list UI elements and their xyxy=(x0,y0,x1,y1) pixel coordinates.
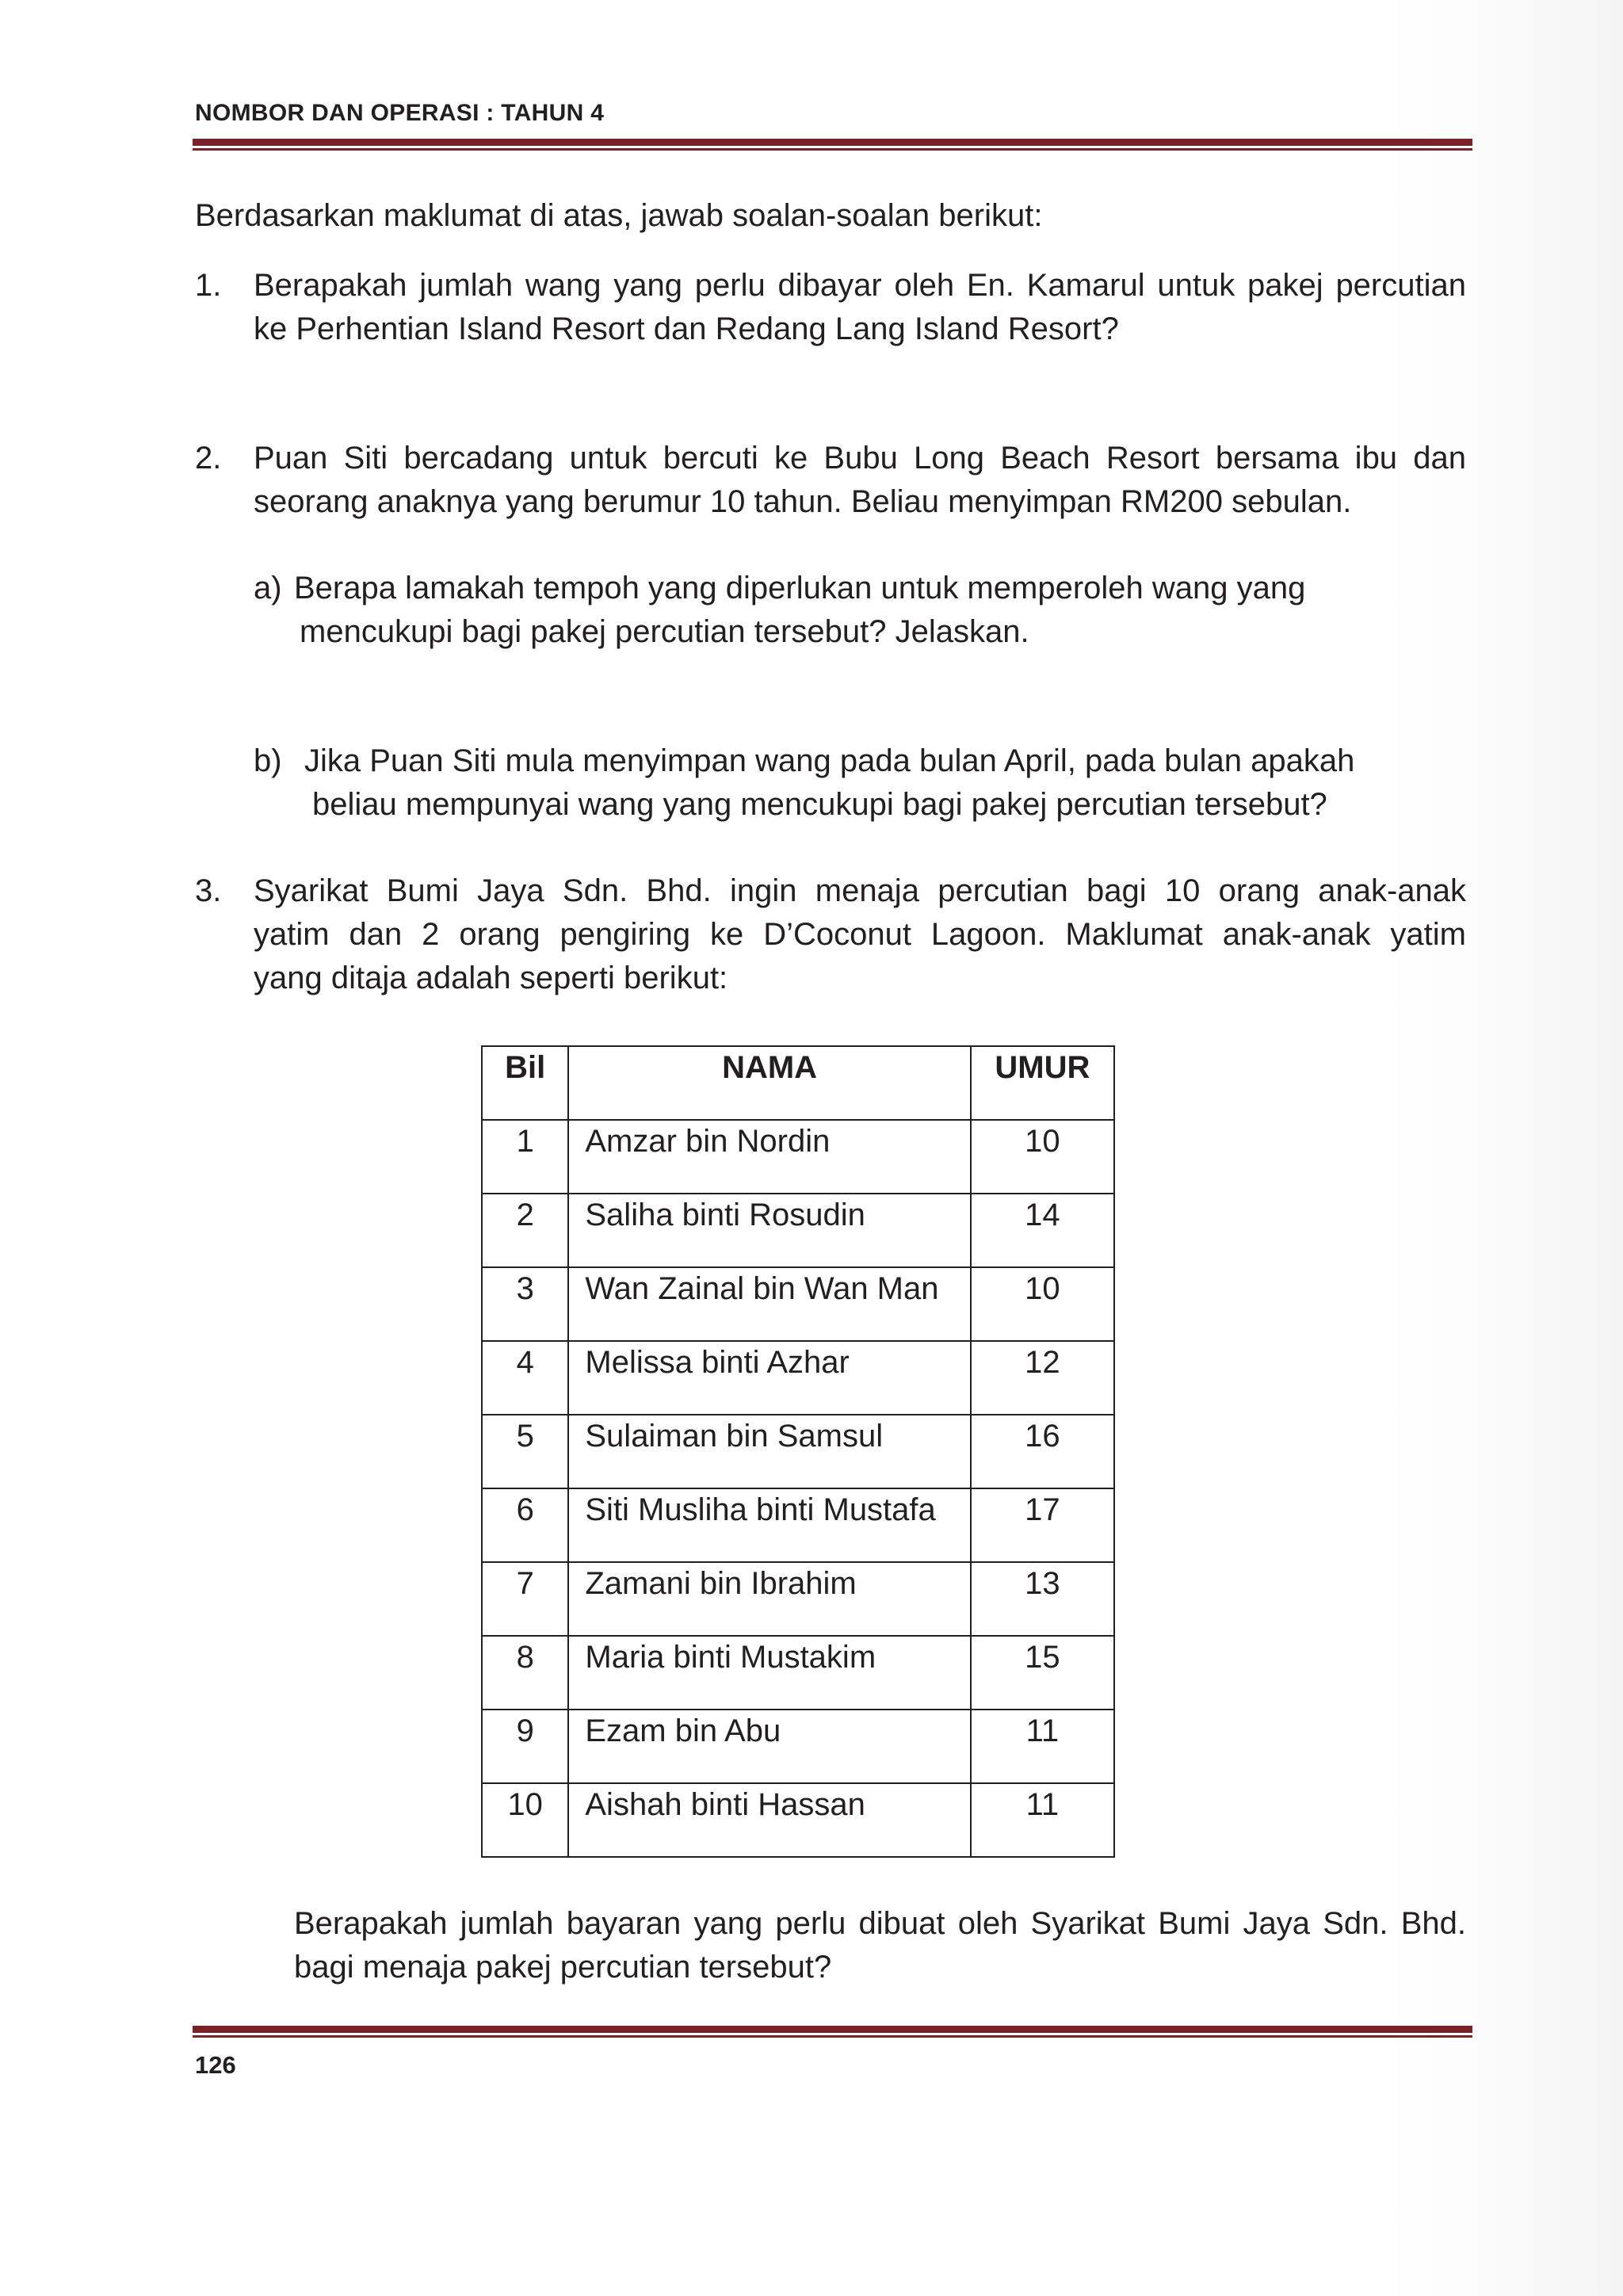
cell-nama: Zamani bin Ibrahim xyxy=(568,1562,970,1636)
cell-nama: Siti Musliha binti Mustafa xyxy=(568,1488,970,1562)
column-header-bil: Bil xyxy=(482,1046,568,1120)
cell-nama: Aishah binti Hassan xyxy=(568,1783,970,1857)
part-text-line: Berapa lamakah tempoh yang diperlukan untuk memperoleh wang yang xyxy=(294,571,1306,606)
cell-umur: 11 xyxy=(971,1710,1114,1783)
table-row xyxy=(482,1488,1114,1562)
question-text-line: Berapakah jumlah bayaran yang perlu dibuat oleh Syarikat Bumi Jaya Sdn. Bhd. xyxy=(294,1906,1466,1941)
cell-bil: 10 xyxy=(482,1783,568,1857)
question-text-line: yang ditaja adalah seperti berikut: xyxy=(254,961,728,995)
part-text-line: mencukupi bagi pakej percutian tersebut? Jelaskan. xyxy=(300,614,1029,649)
question-number: 1. xyxy=(195,268,222,303)
table-row xyxy=(482,1341,1114,1415)
cell-umur: 15 xyxy=(971,1636,1114,1710)
table-row xyxy=(482,1636,1114,1710)
question-text-line: yatim dan 2 orang pengiring ke D’Coconut Lagoon. Maklumat anak-anak yatim xyxy=(254,917,1466,952)
question-number: 3. xyxy=(195,873,222,908)
question-text-line: ke Perhentian Island Resort dan Redang Lang Island Resort? xyxy=(254,311,1119,346)
cell-umur: 14 xyxy=(971,1194,1114,1267)
cell-nama: Saliha binti Rosudin xyxy=(568,1194,970,1267)
part-label: a) xyxy=(254,571,282,606)
question-text-line: Syarikat Bumi Jaya Sdn. Bhd. ingin menaja percutian bagi 10 orang anak-anak xyxy=(254,873,1466,908)
table-row xyxy=(482,1194,1114,1267)
part-label: b) xyxy=(254,743,282,778)
cell-umur: 17 xyxy=(971,1488,1114,1562)
cell-umur: 10 xyxy=(971,1267,1114,1341)
column-header-nama: NAMA xyxy=(568,1046,970,1120)
footer-rule xyxy=(193,2026,1472,2038)
question-number: 2. xyxy=(195,441,222,476)
cell-nama: Sulaiman bin Samsul xyxy=(568,1415,970,1488)
cell-bil: 9 xyxy=(482,1710,568,1783)
cell-umur: 16 xyxy=(971,1415,1114,1488)
table-row xyxy=(482,1267,1114,1341)
cell-bil: 4 xyxy=(482,1341,568,1415)
cell-nama: Ezam bin Abu xyxy=(568,1710,970,1783)
orphans-table xyxy=(481,1045,1115,1858)
question-text-line: Puan Siti bercadang untuk bercuti ke Bubu Long Beach Resort bersama ibu dan xyxy=(254,441,1466,476)
column-header-umur: UMUR xyxy=(971,1046,1114,1120)
page-number: 126 xyxy=(195,2051,236,2079)
cell-bil: 5 xyxy=(482,1415,568,1488)
table-row xyxy=(482,1415,1114,1488)
cell-bil: 2 xyxy=(482,1194,568,1267)
cell-umur: 13 xyxy=(971,1562,1114,1636)
intro-text: Berdasarkan maklumat di atas, jawab soalan-soalan berikut: xyxy=(195,198,1043,233)
cell-nama: Melissa binti Azhar xyxy=(568,1341,970,1415)
cell-bil: 3 xyxy=(482,1267,568,1341)
cell-umur: 11 xyxy=(971,1783,1114,1857)
cell-umur: 10 xyxy=(971,1120,1114,1194)
cell-umur: 12 xyxy=(971,1341,1114,1415)
question-text-line: seorang anaknya yang berumur 10 tahun. Beliau menyimpan RM200 sebulan. xyxy=(254,484,1352,519)
table-row xyxy=(482,1783,1114,1857)
question-text-line: bagi menaja pakej percutian tersebut? xyxy=(294,1950,832,1985)
table-row xyxy=(482,1710,1114,1783)
table-row xyxy=(482,1120,1114,1194)
cell-bil: 1 xyxy=(482,1120,568,1194)
cell-nama: Wan Zainal bin Wan Man xyxy=(568,1267,970,1341)
cell-bil: 6 xyxy=(482,1488,568,1562)
cell-bil: 8 xyxy=(482,1636,568,1710)
part-text-line: Jika Puan Siti mula menyimpan wang pada bulan April, pada bulan apakah xyxy=(304,743,1355,778)
part-text-line: beliau mempunyai wang yang mencukupi bagi pakej percutian tersebut? xyxy=(312,787,1327,822)
header-rule xyxy=(193,139,1472,151)
table-header-row xyxy=(482,1046,1114,1120)
cell-bil: 7 xyxy=(482,1562,568,1636)
cell-nama: Maria binti Mustakim xyxy=(568,1636,970,1710)
question-text-line: Berapakah jumlah wang yang perlu dibayar oleh En. Kamarul untuk pakej percutian xyxy=(254,268,1466,303)
running-title: NOMBOR DAN OPERASI : TAHUN 4 xyxy=(195,100,605,126)
table-row xyxy=(482,1562,1114,1636)
cell-nama: Amzar bin Nordin xyxy=(568,1120,970,1194)
